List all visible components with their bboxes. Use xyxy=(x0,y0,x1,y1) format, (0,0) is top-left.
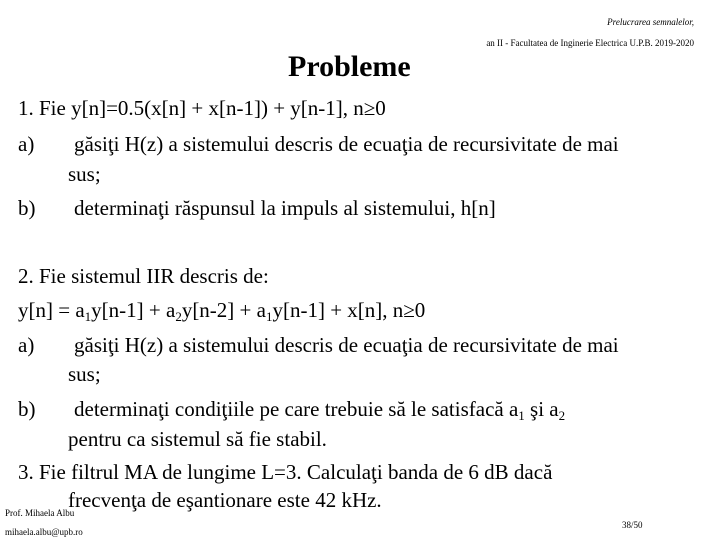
problem-1-a-text: găsiţi H(z) a sistemului descris de ecuaţia de recursivitate de mai xyxy=(74,132,619,156)
slide-title: Probleme xyxy=(288,50,411,83)
problem-2-b-cont: pentru ca sistemul să fie stabil. xyxy=(68,427,327,451)
problem-2-a-text: găsiţi H(z) a sistemului descris de ecuaţia de recursivitate de mai xyxy=(74,333,619,357)
eq-part-4: y[n-1] + x[n], n≥0 xyxy=(272,298,426,322)
problem-2-b-sub-2: 2 xyxy=(558,408,566,423)
problem-2-b-part-2: şi a xyxy=(524,397,559,421)
problem-1-a-cont: sus; xyxy=(68,162,101,186)
eq-part-3: y[n-2] + a xyxy=(181,298,266,322)
eq-sub-1: 1 xyxy=(84,309,92,324)
problem-3-line-1: 3. Fie filtrul MA de lungime L=3. Calculaţi banda de 6 dB dacă xyxy=(18,460,553,484)
eq-part-1: y[n] = a xyxy=(18,298,85,322)
eq-part-2: y[n-1] + a xyxy=(91,298,176,322)
footer-author: Prof. Mihaela Albu xyxy=(5,508,75,518)
problem-2-a-marker: a) xyxy=(18,333,35,357)
problem-2-b-part-1: determinaţi condiţiile pe care trebuie să le satisfacă a xyxy=(74,397,519,421)
problem-2-equation xyxy=(18,298,425,322)
page-number: 38/50 xyxy=(622,520,643,530)
eq-sub-3: 1 xyxy=(265,309,273,324)
problem-2-b-marker: b) xyxy=(18,397,36,421)
eq-sub-2: 2 xyxy=(175,309,182,324)
problem-2-b-sub-1: 1 xyxy=(518,408,525,423)
header-faculty: an II - Facultatea de Inginerie Electrica U.P.B. 2019-2020 xyxy=(486,38,694,48)
problem-2-b-text xyxy=(74,397,565,421)
problem-1-statement: 1. Fie y[n]=0.5(x[n] + x[n-1]) + y[n-1], n≥0 xyxy=(18,96,386,120)
problem-3-line-2: frecvenţa de eşantionare este 42 kHz. xyxy=(68,488,382,512)
problem-2-statement: 2. Fie sistemul IIR descris de: xyxy=(18,264,269,288)
problem-1-b-marker: b) xyxy=(18,196,36,220)
footer-email: mihaela.albu@upb.ro xyxy=(5,527,83,537)
problem-1-b-text: determinaţi răspunsul la impuls al sistemului, h[n] xyxy=(74,196,496,220)
header-course: Prelucrarea semnalelor, xyxy=(607,17,694,27)
problem-1-a-marker: a) xyxy=(18,132,35,156)
problem-2-a-cont: sus; xyxy=(68,362,101,386)
